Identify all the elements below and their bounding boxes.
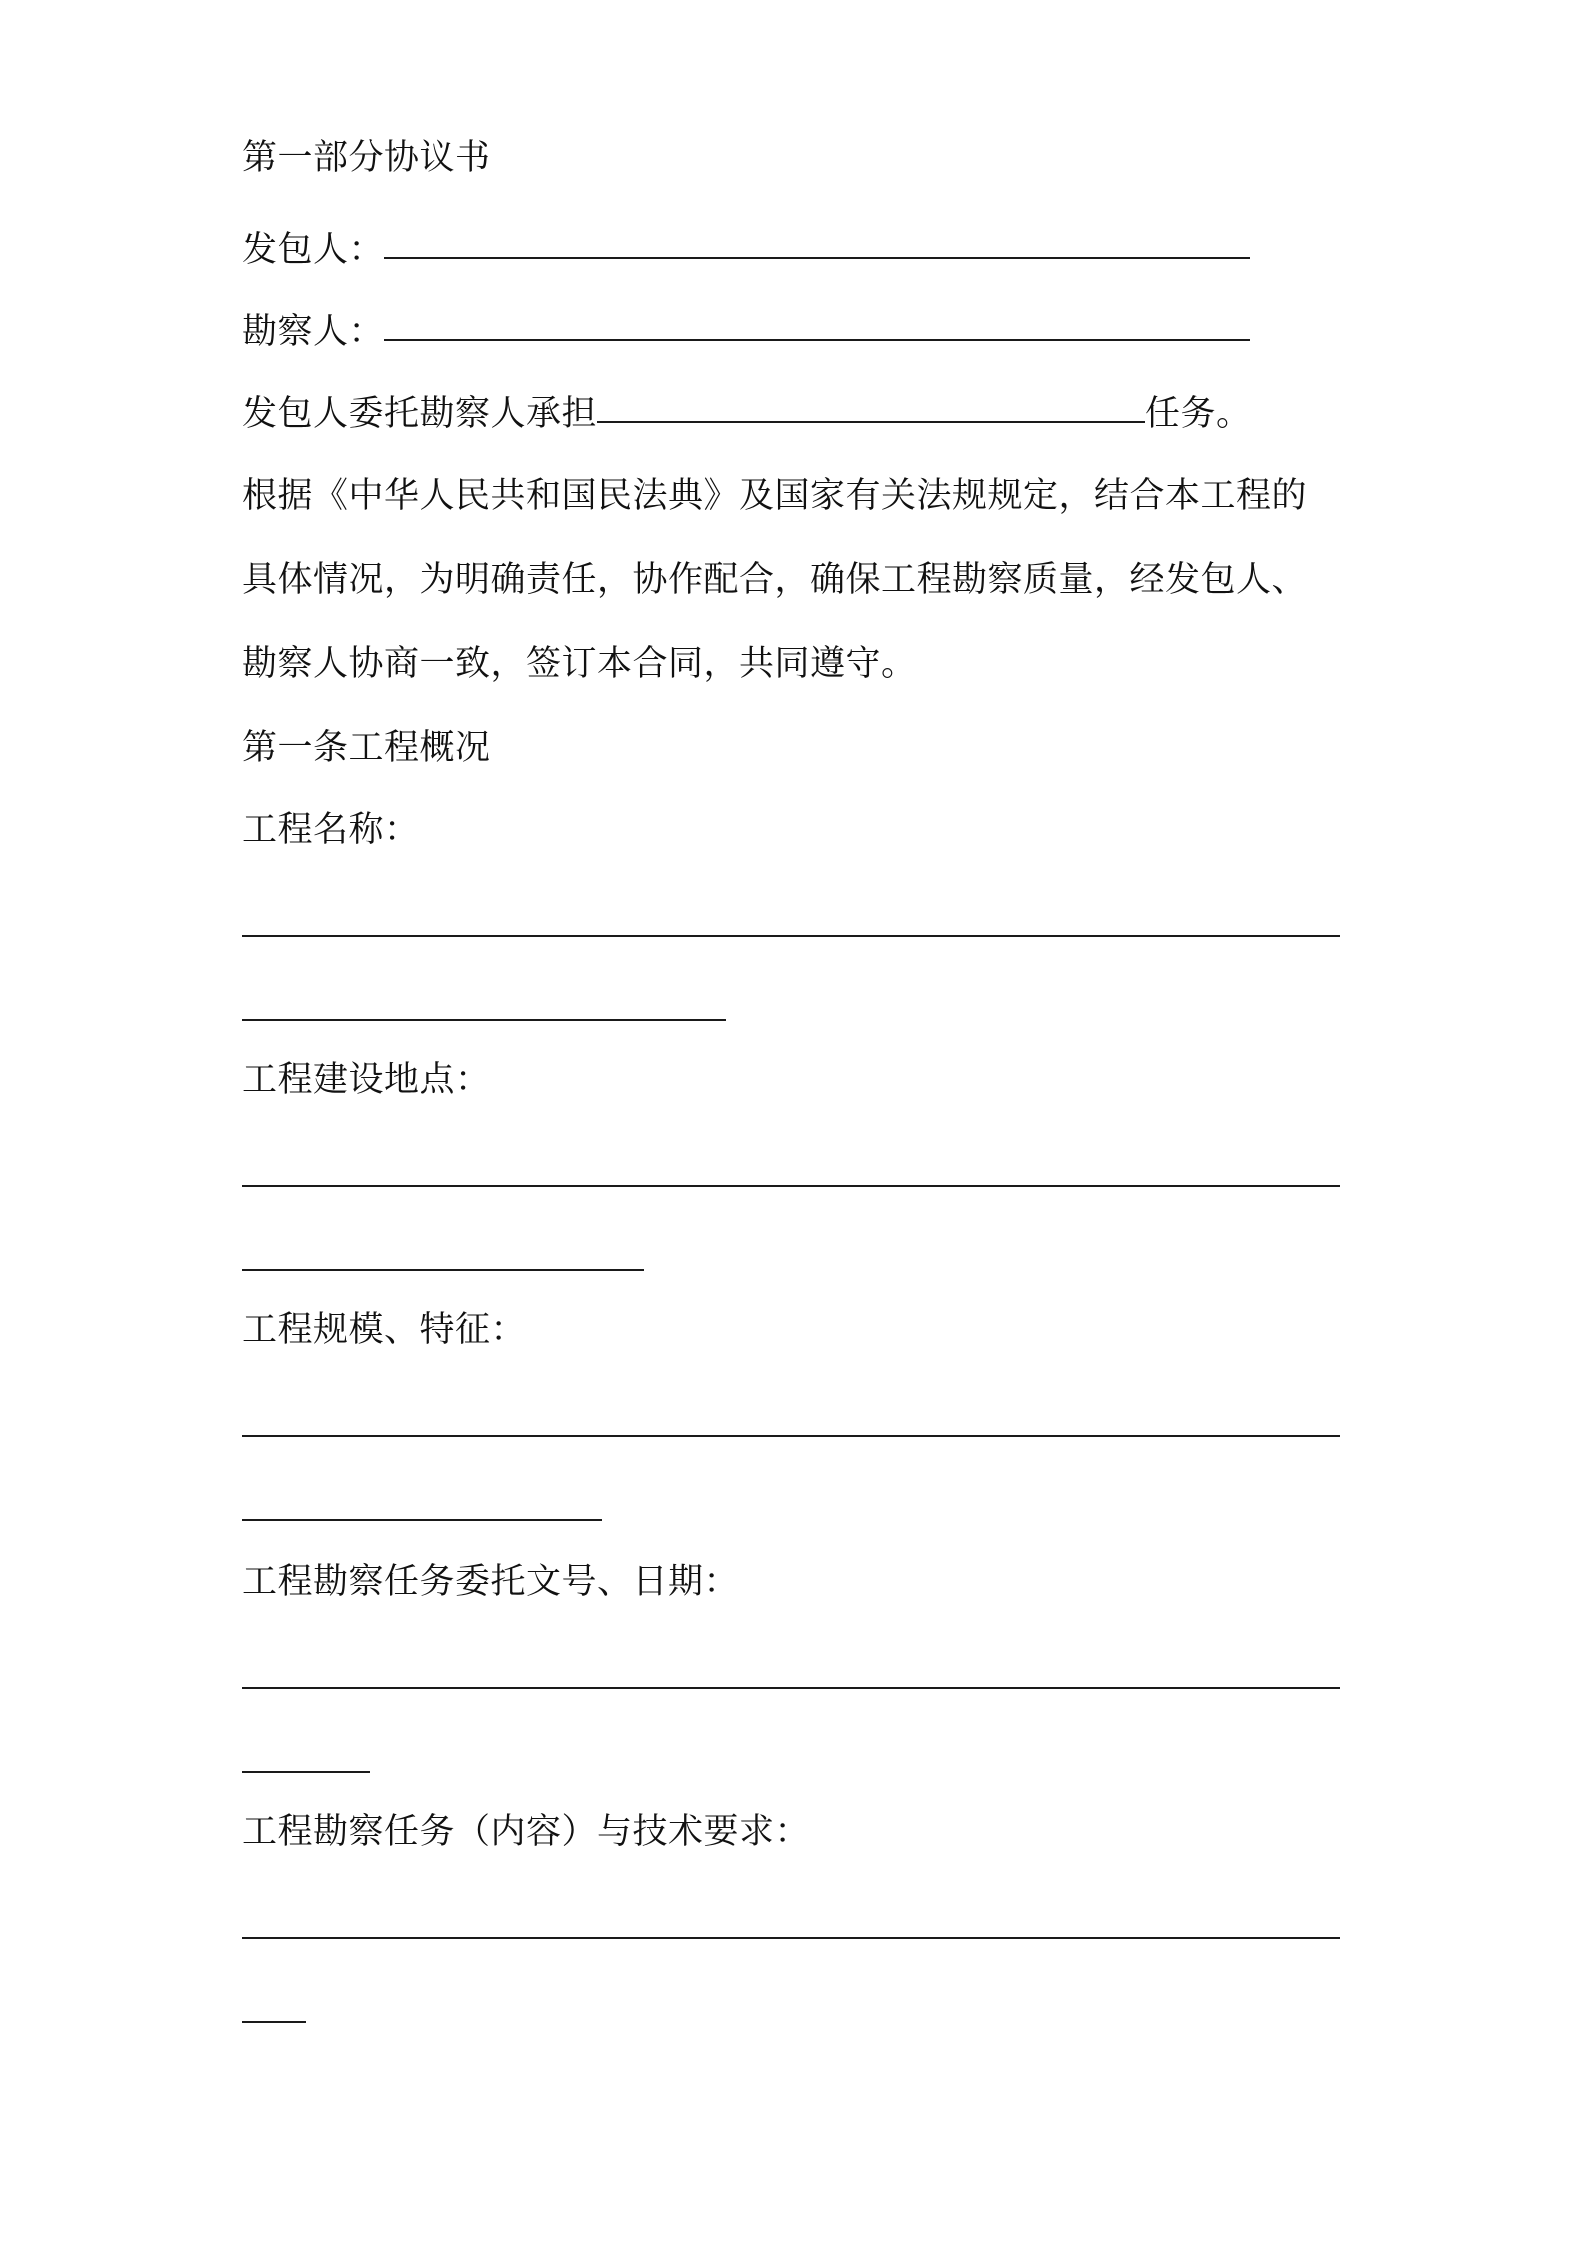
paragraph-line-1: 根据《中华人民共和国民法典》及国家有关法规规定，结合本工程的: [242, 476, 1308, 516]
location-blank-2[interactable]: [242, 1269, 644, 1271]
location-blank-1[interactable]: [242, 1185, 1340, 1187]
requirements-blank-2[interactable]: [242, 2021, 306, 2023]
paragraph-line-2: 具体情况，为明确责任，协作配合，确保工程勘察质量，经发包人、: [242, 560, 1308, 600]
task-blank[interactable]: [597, 421, 1145, 423]
project-name-blank-2[interactable]: [242, 1019, 726, 1021]
party-b-line: [242, 310, 1250, 354]
document-heading: 第一部分协议书: [242, 138, 491, 178]
commission-blank-2[interactable]: [242, 1771, 370, 1773]
scale-blank-1[interactable]: [242, 1435, 1340, 1437]
party-a-line: [242, 228, 1250, 272]
field-requirements-label: 工程勘察任务（内容）与技术要求：: [242, 1812, 811, 1852]
scale-blank-2[interactable]: [242, 1519, 602, 1521]
field-project-name-label: 工程名称：: [242, 810, 420, 850]
article-1-title: 第一条工程概况: [242, 728, 491, 768]
party-a-blank[interactable]: [384, 257, 1250, 259]
task-line: [242, 392, 1252, 436]
requirements-blank-1[interactable]: [242, 1937, 1340, 1939]
party-b-label: 勘察人：: [242, 312, 385, 352]
task-prefix: 发包人委托勘察人承担: [242, 394, 598, 434]
field-commission-label: 工程勘察任务委托文号、日期：: [242, 1562, 740, 1602]
task-suffix: 任务。: [1145, 394, 1252, 434]
project-name-blank-1[interactable]: [242, 935, 1340, 937]
field-scale-label: 工程规模、特征：: [242, 1310, 527, 1350]
party-b-blank[interactable]: [384, 339, 1250, 341]
field-location-label: 工程建设地点：: [242, 1060, 491, 1100]
party-a-label: 发包人：: [242, 230, 385, 270]
paragraph-line-3: 勘察人协商一致，签订本合同，共同遵守。: [242, 644, 917, 684]
commission-blank-1[interactable]: [242, 1687, 1340, 1689]
